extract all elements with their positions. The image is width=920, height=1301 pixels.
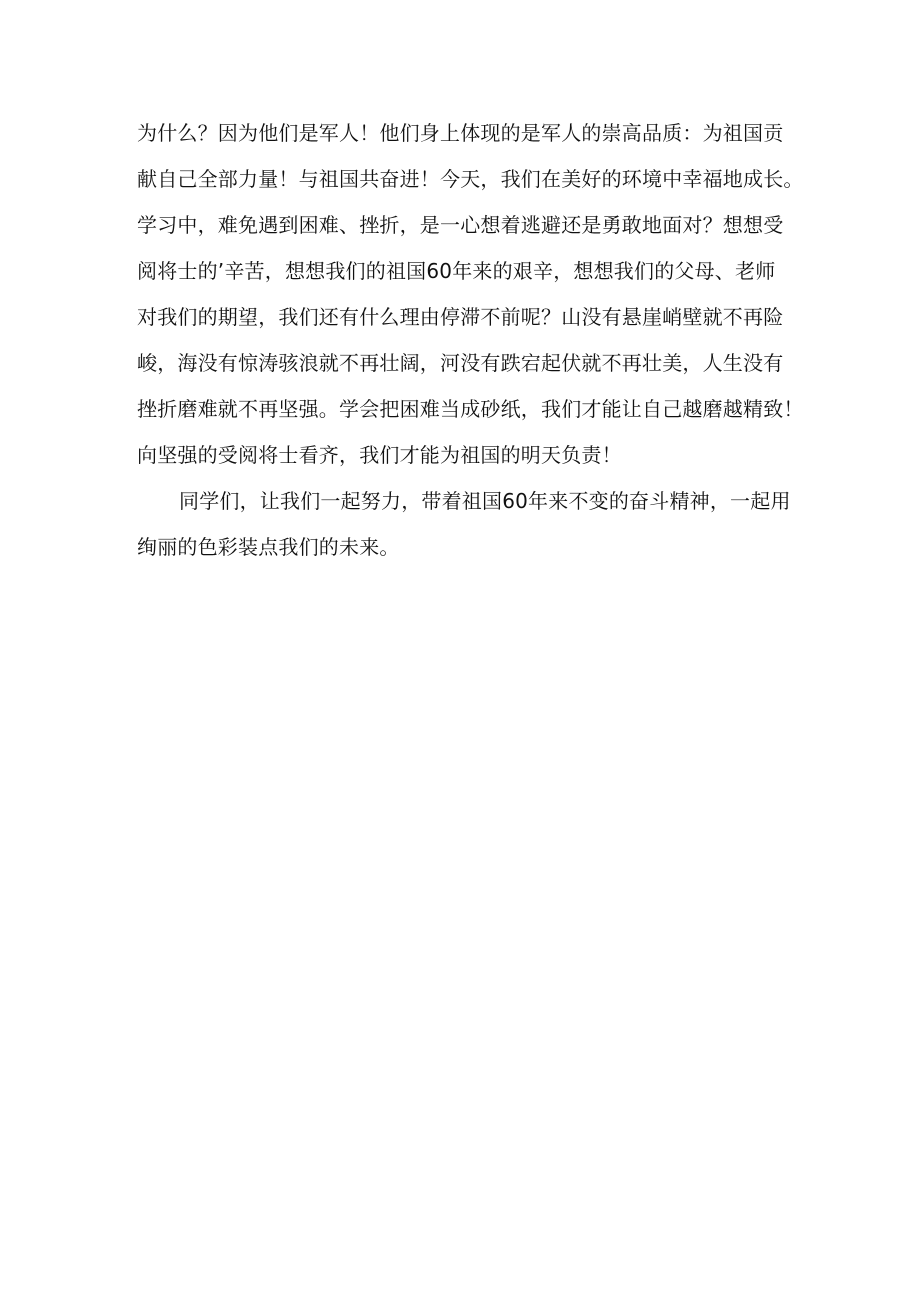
body-text xyxy=(137,110,804,570)
text-line: 对我们的期望，我们还有什么理由停滞不前呢？山没有悬崖峭壁就不再险 xyxy=(137,305,784,329)
text-line: 同学们，让我们一起努力，带着祖国60年来不变的奋斗精神，一起用 xyxy=(179,489,791,513)
text-line: 阅将士的’辛苦，想想我们的祖国60年来的艰辛，想想我们的父母、老师 xyxy=(137,259,776,283)
text-line: 绚丽的色彩装点我们的未来。 xyxy=(137,535,400,559)
text-line: 学习中，难免遇到困难、挫折，是一心想着逃避还是勇敢地面对？想想受 xyxy=(137,213,784,237)
paragraph-2 xyxy=(137,478,797,570)
text-line: 峻，海没有惊涛骇浪就不再壮阔，河没有跌宕起伏就不再壮美，人生没有 xyxy=(137,351,784,375)
text-line: 为什么？因为他们是军人！他们身上体现的是军人的崇高品质：为祖国贡 xyxy=(137,121,784,145)
paragraph-1 xyxy=(137,110,804,478)
text-line: 向坚强的受阅将士看齐，我们才能为祖国的明天负责！ xyxy=(137,443,622,467)
text-line: 献自己全部力量！与祖国共奋进！今天，我们在美好的环境中幸福地成长。 xyxy=(137,167,804,191)
text-line: 挫折磨难就不再坚强。学会把困难当成砂纸，我们才能让自己越磨越精致！ xyxy=(137,397,804,421)
